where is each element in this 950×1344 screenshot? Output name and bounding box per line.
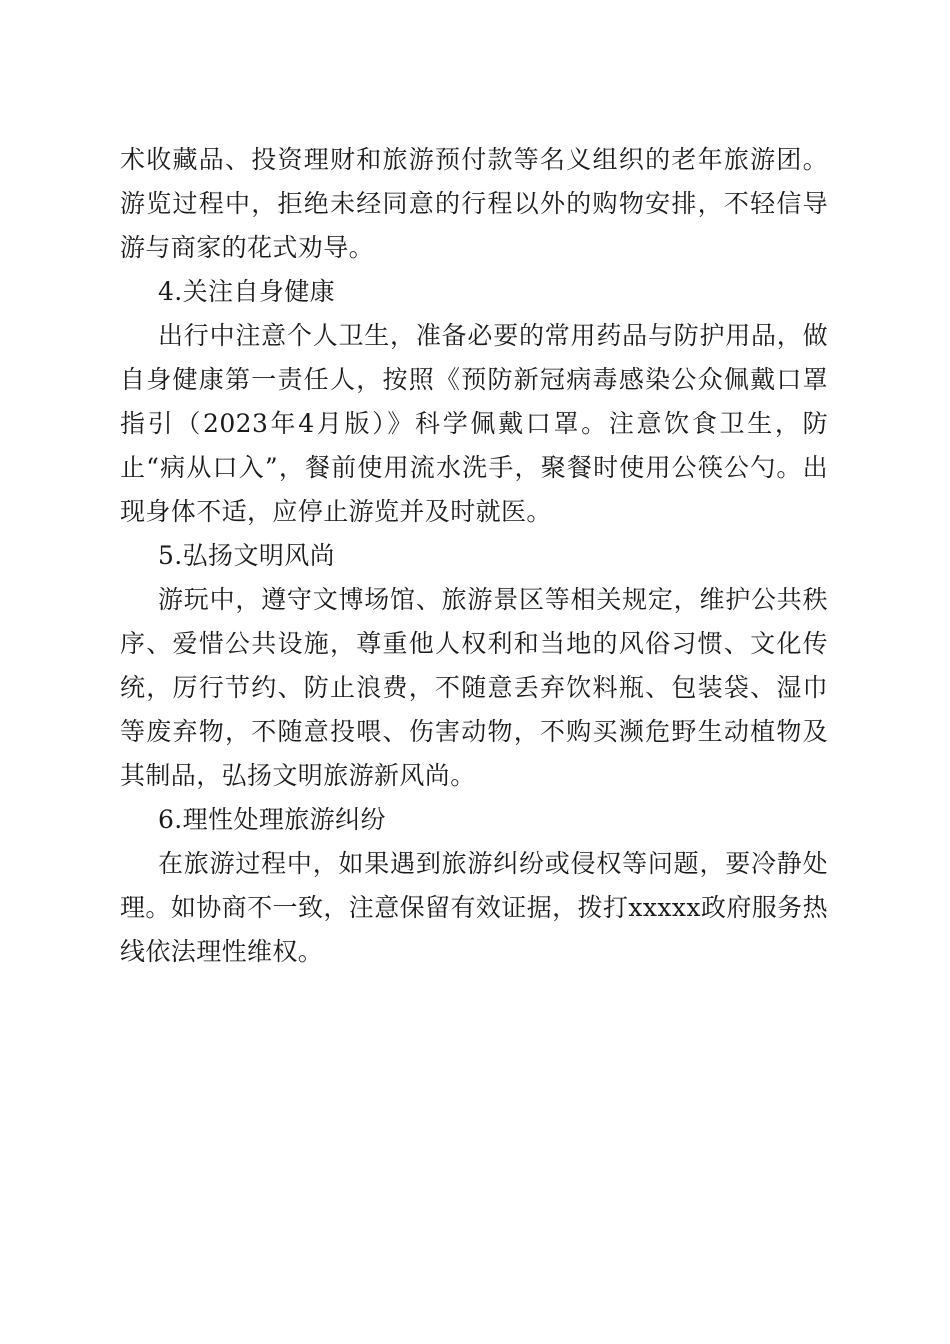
- section-heading-civility: 5.弘扬文明风尚: [158, 541, 336, 570]
- paragraph-disputes: 在旅游过程中，如果遇到旅游纠纷或侵权等问题，要冷静处理。如协商不一致，注意保留有效证据，拨打xxxxx政府服务热线依法理性维权。: [120, 849, 828, 966]
- paragraph-health: 出行中注意个人卫生，准备必要的常用药品与防护用品，做自身健康第一责任人，按照《预防新冠病毒感染公众佩戴口罩指引（2023年4月版）》科学佩戴口罩。注意饮食卫生，防止“病从口入”，餐前使用流水洗手，聚餐时使用公筷公勺。出现身体不适，应停止游览并及时就医。: [120, 321, 828, 526]
- document-page: [120, 138, 828, 974]
- section-heading-disputes: 6.理性处理旅游纠纷: [158, 805, 386, 834]
- paragraph-continuation: 术收藏品、投资理财和旅游预付款等名义组织的老年旅游团。游览过程中，拒绝未经同意的行程以外的购物安排，不轻信导游与商家的花式劝导。: [120, 145, 828, 262]
- section-heading-health: 4.关注自身健康: [158, 277, 336, 306]
- paragraph-civility: 游玩中，遵守文博场馆、旅游景区等相关规定，维护公共秩序、爱惜公共设施，尊重他人权利和当地的风俗习惯、文化传统，厉行节约、防止浪费，不随意丢弃饮料瓶、包装袋、湿巾等废弃物，不随意投喂、伤害动物，不购买濒危野生动植物及其制品，弘扬文明旅游新风尚。: [120, 585, 828, 790]
